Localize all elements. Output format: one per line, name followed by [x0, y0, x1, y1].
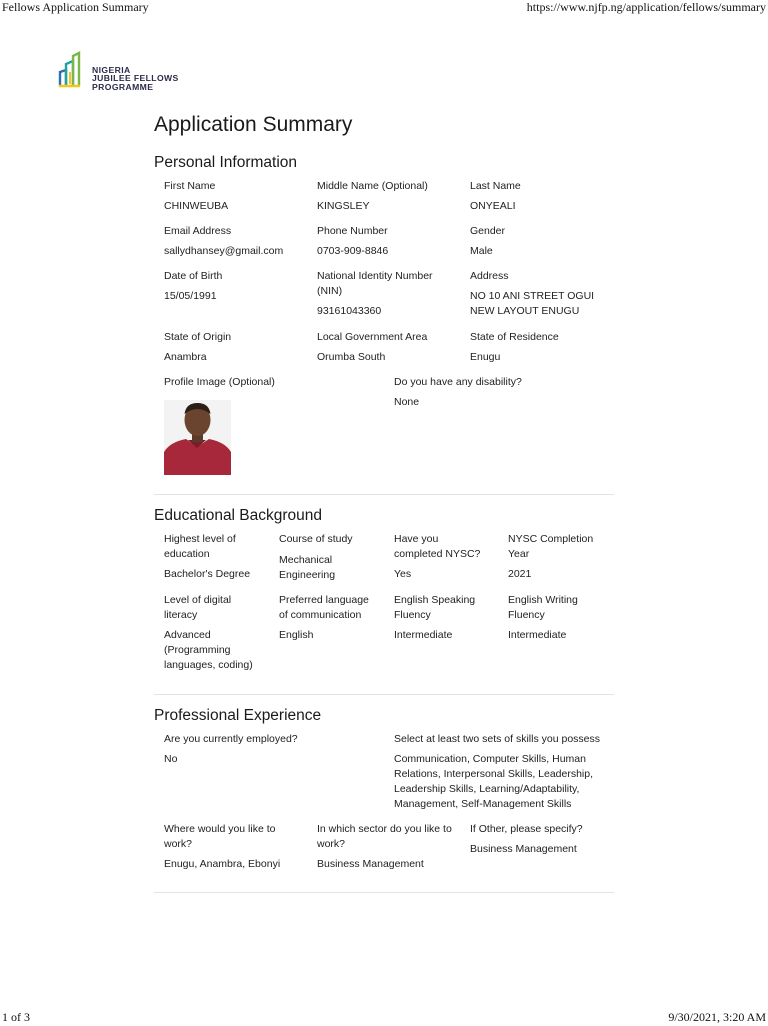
gender-value: Male	[470, 245, 493, 257]
state-origin-value: Anambra	[164, 351, 207, 363]
print-header	[0, 0, 768, 16]
education-section-title: Educational Background	[154, 507, 323, 524]
middle-name-value: KINGSLEY	[317, 200, 370, 212]
skills-label: Select at least two sets of skills you possess	[394, 733, 601, 745]
first-name-label: First Name	[164, 180, 216, 192]
english-speaking-label: English Speaking Fluency	[394, 594, 476, 621]
logo-line-1: NIGERIA	[92, 65, 131, 75]
digital-literacy-value: Advanced (Programming languages, coding)	[164, 629, 253, 671]
course-value: Mechanical Engineering	[279, 554, 336, 581]
highest-level-label: Highest level of education	[164, 533, 236, 560]
last-name-label: Last Name	[470, 180, 521, 192]
dob-value: 15/05/1991	[164, 290, 217, 302]
nysc-year-value: 2021	[508, 568, 532, 580]
print-timestamp: 9/30/2021, 3:20 AM	[668, 1010, 766, 1024]
language-value: English	[279, 629, 314, 641]
work-location-label: Where would you like to work?	[164, 823, 276, 850]
section-divider	[154, 694, 614, 695]
state-residence-value: Enugu	[470, 351, 501, 363]
state-origin-label: State of Origin	[164, 331, 232, 343]
sector-label: In which sector do you like to work?	[317, 823, 452, 850]
english-speaking-value: Intermediate	[394, 629, 453, 641]
phone-value: 0703-909-8846	[317, 245, 389, 257]
english-writing-value: Intermediate	[508, 629, 567, 641]
page-number: 1 of 3	[2, 1010, 30, 1024]
page-title: Application Summary	[154, 113, 353, 136]
email-value: sallydhansey@gmail.com	[164, 245, 284, 257]
phone-label: Phone Number	[317, 225, 388, 237]
section-divider	[154, 892, 614, 893]
logo-mark-icon	[58, 50, 90, 88]
logo-line-3: PROGRAMME	[92, 81, 154, 92]
digital-literacy-label: Level of digital literacy	[164, 594, 232, 621]
dob-label: Date of Birth	[164, 270, 223, 282]
professional-section-title: Professional Experience	[154, 707, 322, 724]
work-location-value: Enugu, Anambra, Ebonyi	[164, 858, 281, 870]
skills-value: Communication, Computer Skills, Human Relations, Interpersonal Skills, Leadership, Leadership Skills, Learning/Adaptability, Management, Self-Management Skills	[394, 753, 594, 810]
nin-label: National Identity Number (NIN)	[317, 270, 433, 297]
language-label: Preferred language of communication	[279, 594, 369, 621]
nysc-value: Yes	[394, 568, 412, 580]
employed-value: No	[164, 753, 178, 765]
personal-section-title: Personal Information	[154, 154, 298, 171]
profile-image-label: Profile Image (Optional)	[164, 376, 275, 388]
sector-value: Business Management	[317, 858, 424, 870]
nysc-label: Have you completed NYSC?	[394, 533, 481, 560]
section-divider	[154, 494, 614, 495]
other-label: If Other, please specify?	[470, 823, 583, 835]
english-writing-label: English Writing Fluency	[508, 594, 578, 621]
last-name-value: ONYEALI	[470, 200, 516, 212]
print-header-url: https://www.njfp.ng/application/fellows/summary	[526, 0, 766, 14]
employed-label: Are you currently employed?	[164, 733, 298, 745]
disability-value: None	[394, 396, 420, 408]
nin-value: 93161043360	[317, 305, 382, 317]
middle-name-label: Middle Name (Optional)	[317, 180, 428, 192]
state-residence-label: State of Residence	[470, 331, 559, 343]
print-header-title: Fellows Application Summary	[2, 0, 149, 14]
profile-photo	[164, 400, 231, 475]
logo-line-2: JUBILEE FELLOWS	[92, 73, 179, 84]
highest-level-value: Bachelor's Degree	[164, 568, 251, 580]
course-label: Course of study	[279, 533, 353, 545]
address-label: Address	[470, 270, 509, 282]
gender-label: Gender	[470, 225, 506, 237]
other-value: Business Management	[470, 843, 577, 855]
first-name-value: CHINWEUBA	[164, 200, 229, 212]
address-value: NO 10 ANI STREET OGUI NEW LAYOUT ENUGU	[470, 290, 595, 317]
disability-label: Do you have any disability?	[394, 376, 522, 388]
email-label: Email Address	[164, 225, 232, 237]
njfp-logo	[58, 50, 198, 92]
lga-label: Local Government Area	[317, 331, 428, 343]
lga-value: Orumba South	[317, 351, 386, 363]
nysc-year-label: NYSC Completion Year	[508, 533, 594, 560]
